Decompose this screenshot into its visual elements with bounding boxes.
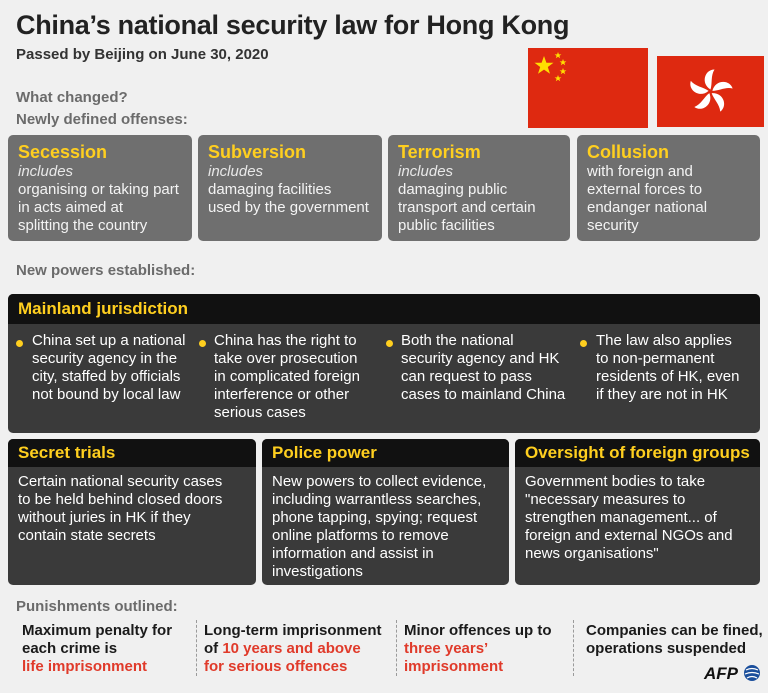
offense-desc-line: splitting the country	[18, 217, 148, 234]
bullet-line: city, staffed by officials	[32, 368, 181, 385]
text-line: Certain national security cases	[18, 473, 223, 490]
text-fragment: of	[204, 640, 223, 657]
bullet-dot-icon	[199, 340, 206, 347]
text-line: phone tapping, spying; request	[272, 509, 478, 526]
bullet-line: The law also applies	[596, 332, 732, 349]
what-changed-label: What changed?	[16, 89, 128, 106]
highlight-text: three years’	[404, 640, 489, 657]
bullet-line: interference or other	[214, 386, 350, 403]
bullet-line: China has the right to	[214, 332, 357, 349]
punishment-item	[22, 622, 192, 676]
punishment-item	[204, 622, 394, 676]
highlight-text: imprisonment	[404, 658, 504, 675]
offense-card-secession	[8, 135, 192, 241]
text-line: Maximum penalty for	[22, 622, 173, 639]
offense-title: Subversion	[208, 142, 307, 162]
new-powers-label: New powers established:	[16, 262, 196, 279]
text-line: each crime is	[22, 640, 118, 657]
text-line: Long-term imprisonment	[204, 622, 382, 639]
text-line: contain state secrets	[18, 527, 156, 544]
text-line: information and assist in	[272, 545, 434, 562]
page-subtitle: Passed by Beijing on June 30, 2020	[16, 46, 269, 63]
text-line	[204, 640, 394, 658]
text-line: Companies can be fined,	[586, 622, 763, 639]
offense-title: Terrorism	[398, 142, 481, 162]
offense-desc-line: with foreign and	[587, 163, 693, 180]
offense-desc-line: security	[587, 217, 639, 234]
bullet-line: can request to pass	[401, 368, 532, 385]
offense-desc-line: transport and certain	[398, 199, 536, 216]
secret-trials-text	[18, 473, 254, 545]
bullet-line: to non-permanent	[596, 350, 715, 367]
punishments-label: Punishments outlined:	[16, 598, 178, 615]
secret-trials-title: Secret trials	[8, 439, 256, 467]
offense-card-subversion	[198, 135, 382, 241]
offense-desc-line: organising or taking part	[18, 181, 179, 198]
china-flag-icon	[528, 48, 648, 128]
mainland-bullet	[401, 332, 576, 404]
offense-title: Secession	[18, 142, 108, 162]
offense-card-terrorism	[388, 135, 570, 241]
text-line: Government bodies to take	[525, 473, 706, 490]
text-line: foreign and external NGOs and	[525, 527, 733, 544]
bullet-line: not bound by local law	[32, 386, 181, 403]
offense-desc-line: damaging facilities	[208, 181, 332, 198]
divider	[196, 620, 197, 676]
bullet-line: take over prosecution	[214, 350, 358, 367]
text-line: online platforms to remove	[272, 527, 449, 544]
newly-defined-label: Newly defined offenses:	[16, 111, 188, 128]
text-line: investigations	[272, 563, 363, 580]
afp-globe-icon	[743, 664, 761, 682]
text-line: without juries in HK if they	[18, 509, 191, 526]
bullet-dot-icon	[16, 340, 23, 347]
bullet-line: China set up a national	[32, 332, 186, 349]
mainland-bullet	[214, 332, 384, 422]
bullet-dot-icon	[580, 340, 587, 347]
divider	[396, 620, 397, 676]
offense-desc-line: used by the government	[208, 199, 369, 216]
offense-desc-line: damaging public	[398, 181, 508, 198]
afp-logo	[704, 664, 761, 684]
mainland-bullet	[32, 332, 197, 404]
divider	[573, 620, 574, 676]
text-line: "necessary measures to	[525, 491, 686, 508]
text-line: including warrantless searches,	[272, 491, 482, 508]
credit-text: AFP	[704, 664, 738, 683]
offense-desc-line: in acts aimed at	[18, 199, 124, 216]
oversight-text	[525, 473, 759, 563]
bullet-line: cases to mainland China	[401, 386, 566, 403]
text-line: Minor offences up to	[404, 622, 552, 639]
police-power-title: Police power	[262, 439, 509, 467]
offense-includes: includes	[398, 163, 454, 180]
bullet-dot-icon	[386, 340, 393, 347]
highlight-text: life imprisonment	[22, 658, 148, 675]
text-line: operations suspended	[586, 640, 747, 657]
text-line: news organisations"	[525, 545, 659, 562]
punishment-item	[586, 622, 764, 658]
police-power-text	[272, 473, 508, 581]
offense-desc-line: public facilities	[398, 217, 495, 234]
oversight-title: Oversight of foreign groups	[515, 439, 760, 467]
bullet-line: if they are not in HK	[596, 386, 728, 403]
text-line: to be held behind closed doors	[18, 491, 223, 508]
bullet-line: residents of HK, even	[596, 368, 740, 385]
offense-card-collusion	[577, 135, 760, 241]
bullet-line: in complicated foreign	[214, 368, 360, 385]
hong-kong-flag-icon	[657, 56, 764, 127]
bullet-line: security agency in the	[32, 350, 178, 367]
offense-includes: includes	[18, 163, 74, 180]
offense-includes: includes	[208, 163, 264, 180]
text-line: strengthen management... of	[525, 509, 717, 526]
bullet-line: Both the national	[401, 332, 514, 349]
punishment-item	[404, 622, 569, 676]
highlight-text: 10 years and above	[222, 640, 361, 657]
mainland-jurisdiction-title: Mainland jurisdiction	[8, 294, 760, 324]
mainland-bullet	[596, 332, 760, 404]
highlight-text: for serious offences	[204, 658, 348, 675]
bullet-line: security agency and HK	[401, 350, 560, 367]
bullet-line: serious cases	[214, 404, 306, 421]
offense-desc-line: external forces to	[587, 181, 703, 198]
text-line: New powers to collect evidence,	[272, 473, 487, 490]
offense-title: Collusion	[587, 142, 669, 162]
offense-desc-line: endanger national	[587, 199, 708, 216]
page-title: China’s national security law for Hong Kong	[16, 10, 570, 40]
